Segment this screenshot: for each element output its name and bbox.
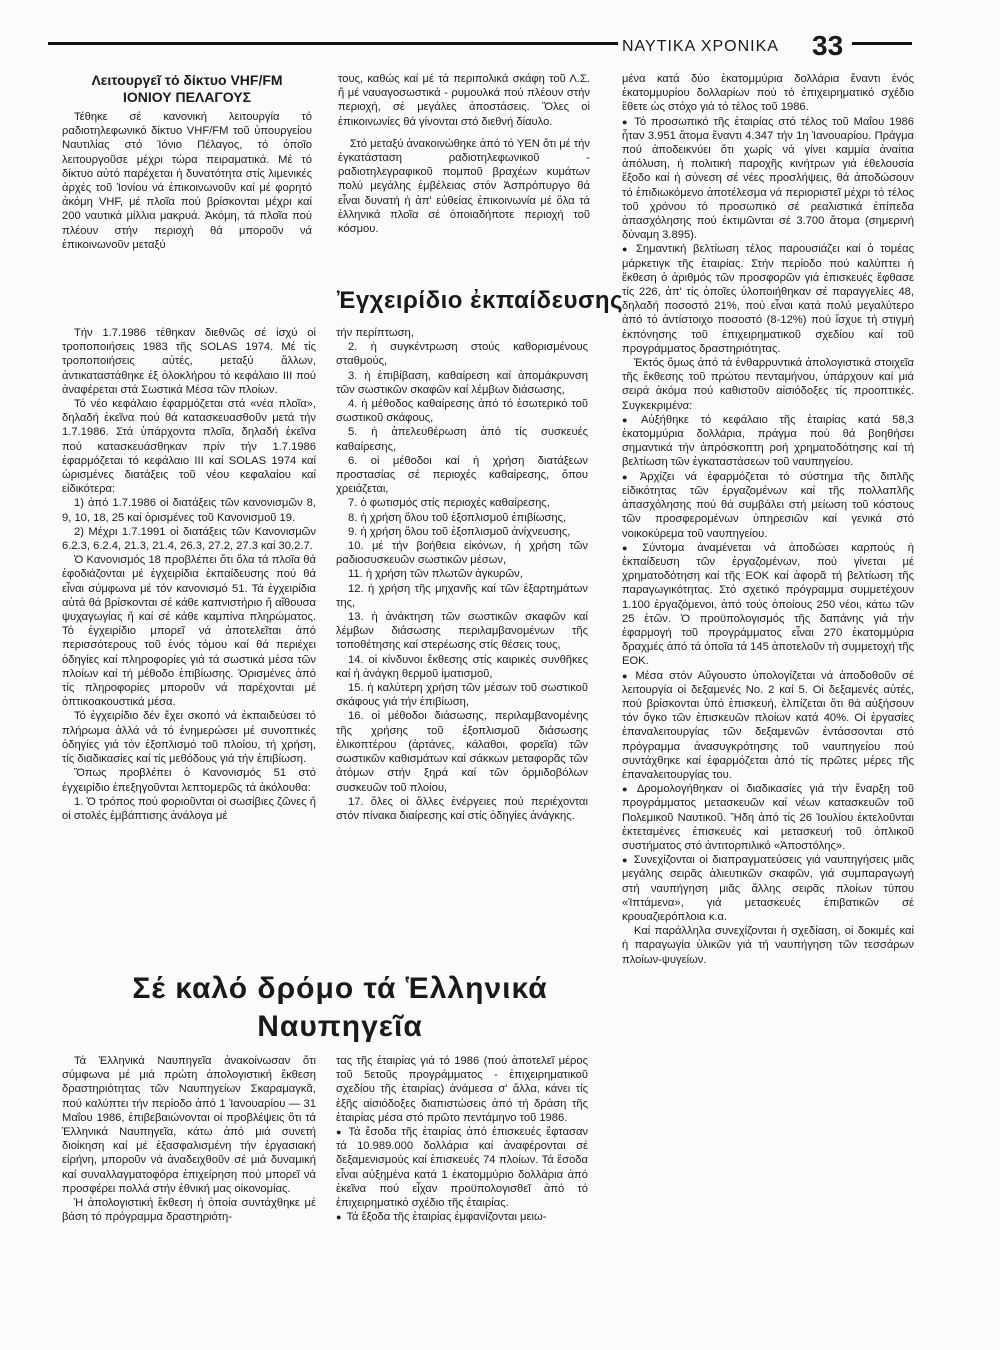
shipyards-bullet: ● Συνεχίζονται οἱ διαπραγματεύσεις γιά ναυπηγήσεις μιᾶς μεγάλης σειρᾶς ἁλιευτικῶν σκαφῶν, γιά συμπαραγωγή στή ναυπήγηση μιᾶς ἄλλης σειρᾶς πλοίων τύπου «Ἱπτάμενα», γιά μετασκευές ἐπιβατικῶν σέ κρουαζιερόπλοια κ.α. bbox=[622, 853, 914, 924]
vhf-title-line2: ΙΟΝΙΟΥ ΠΕΛΑΓΟΥΣ bbox=[122, 89, 252, 105]
shipyards-paragraph: Καί παράλληλα συνεχίζονται ἡ σχεδίαση, οἱ δοκιμές καί ἡ παραγωγία ὑλικῶν γιά τή ναυπήγηση τῶν τεσσάρων πλοίων-ψυγείων. bbox=[622, 925, 914, 966]
manual-paragraph: Ὁ Κανονισμός 18 προβλέπει ὅτι ὅλα τά πλοῖα θά ἐφοδιάζονται μέ ἐγχειρίδια ἐκπαίδευσης πού θά εἶναι σύμφωνα μέ τόν κανονισμό 51. Τά ἐγχειρίδια αὐτά θά βρίσκονται σέ κάθε καπνιστήριο ἤ αἴθουσα ψυχαγωγίας ἤ καί σέ κάθε καμπίνα πληρώματος. Τό ἐγχειρίδιο μπορεῖ νά ἀποτελεῖται ἀπό περισσότερους τοῦ ἑνός τόμου καί θά περιέχει ὁδηγίες καί πληροφορίες γιά τά σωστικά μέσα τῶν πλοίων καί τή μέθοδο ἐπιβίωσης. Ὁρισμένες ἀπό τίς πληροφορίες μποροῦν νά παρέχονται μέ ὀπτικοακουστικά μέσα. bbox=[62, 554, 316, 709]
manual-article-title: Ἐγχειρίδιο ἐκπαίδευσης bbox=[336, 287, 623, 314]
shipyards-paragraph: Τά Ἑλληνικά Ναυπηγεῖα ἀνακοίνωσαν ὅτι σύμφωνα μέ μιά πρώτη ἀπολογιστική ἔκθεση δραστηριότητας τῶν Ναυπηγείων Σκαραμαγκᾶ, πού καλύπτει τήν περίοδο ἀπό 1 Ἰανουαρίου — 31 Μαΐου 1986, ἐπιβεβαιώνονται οἱ προβλέψεις ὅτι τά Ἑλληνικά Ναυπηγεῖα, κάτω ἀπό μιά συνετή διοίκηση καί μέ ἐξασφαλισμένη τήν ἐργασιακή εἰρήνη, μποροῦν νά ἀναδειχθοῦν σέ μιά δυναμική καί συναλλαγματοφόρα ἐπιχείρηση πού μπορεῖ νά προσφέρει πολλά στήν ἐθνική μας οἰκονομίας. bbox=[62, 1055, 316, 1195]
manual-paragraph: Ὅπως προβλέπει ὁ Κανονισμός 51 στό ἐγχειρίδιο ἐπεξηγοῦνται λεπτομερῶς τά ἀκόλουθα: bbox=[62, 767, 316, 794]
shipyards-bullet: ● Ἀρχίζει νά ἐφαρμόζεται τό σύστημα τῆς διπλῆς εἰδικότητας τῶν ἐργαζομένων καί τῆς πολλαπλῆς ἀπασχόλησης πού θά συμβάλει στή μείωση τοῦ κόστους τῶν προσφερομένων ὑπηρεσιῶν καί γενικά στό νοικοκύρεμα τοῦ ναυπηγείου. bbox=[622, 470, 914, 541]
manual-list-item: τήν περίπτωση, bbox=[336, 327, 414, 339]
shipyards-title-line2: Ναυπηγεῖα bbox=[257, 1010, 423, 1043]
magazine-name: ΝΑΥΤΙΚΑ ΧΡΟΝΙΚΑ bbox=[622, 38, 779, 55]
shipyards-column-3 bbox=[622, 72, 914, 967]
shipyards-paragraph: Ἡ ἀπολογιστική ἔκθεση ἡ ὁποία συντάχθηκε μέ βάση τό πρόγραμμα δραστηριότη- bbox=[62, 1197, 316, 1224]
manual-list-item: 2. ἡ συγκέντρωση στούς καθορισμένους σταθμούς, bbox=[336, 341, 588, 368]
page-number: 33 bbox=[812, 30, 844, 61]
manual-paragraph: 2) Μέχρι 1.7.1991 οἱ διατάξεις τῶν Κανονισμῶν 6.2.3, 6.2.4, 21.3, 21.4, 26.3, 27.2, 27.3 καί 30.2.7. bbox=[62, 525, 316, 553]
vhf-column-1 bbox=[62, 110, 312, 252]
manual-paragraph: Τό ἐγχειρίδιο δέν ἔχει σκοπό νά ἐκπαιδεύσει τό πλήρωμα ἀλλά νά τό ἐνημερώσει μέ συνοπτικές ὁδηγίες γιά τόν ἐξοπλισμό τοῦ πλοίου, τή χρήση, τίς διαδικασίες καί τίς μεθόδους γιά τήν ἐπιβίωση. bbox=[62, 710, 316, 766]
manual-paragraph: Τό νέο κεφάλαιο ἐφαρμόζεται στά «νέα πλοῖα», δηλαδή ἐκεῖνα πού θά κατασκευασθοῦν μετά τήν 1.7.1986. Στά ὑπάρχοντα πλοῖα, δηλαδή ἐκεῖνα πού κατασκευάσθηκαν πρίν τήν 1.7.1986 ἐφαρμόζεται τό κεφάλαιο III καί SOLAS 1974 καί ὡρισμένες διατάξεις τοῦ νέου κεφαλαίου καί εἰδικότερα: bbox=[62, 398, 316, 496]
manual-list-item: 6. οἱ μέθοδοι καί ἡ χρήση διατάξεων προστασίας σέ περιοχές καθαίρεσης, ὅπου χρειάζεται, bbox=[336, 454, 588, 496]
manual-list-item: 7. ὁ φωτισμός στίς περιοχές καθαίρεσης, bbox=[348, 497, 550, 510]
shipyards-bullet: ● Σύντομα ἀναμένεται νά ἀποδώσει καρπούς ἡ ἐκπαίδευση τῶν ἐργαζομένων, πού γίνεται μέ χρηματοδότηση καί τῆς ΕΟΚ καί ἀφορᾶ τή βελτίωση τῆς παραγωγικότητας. Στό σχετικό πρόγραμμα συμμετέχουν 1.100 ἐργαζόμενοι, ἀπό τούς ὁποίους 250 νέοι, κάτω τῶν 25 ἐτῶν. Ὁ προϋπολογισμός τῆς δαπάνης γιά τήν ἐφαρμογή τοῦ προγράμματος εἶναι 270 ἑκατομμύρια δραχμές ἀπό τά ὁποῖα τά 145 ἀποτελοῦν τή συμμετοχή τῆς ΕΟΚ. bbox=[622, 541, 914, 669]
manual-list-item: 8. ἡ χρήση ὅλου τοῦ ἐξοπλισμοῦ ἐπιβίωσης, bbox=[348, 511, 567, 524]
manual-column-2 bbox=[336, 326, 588, 823]
manual-list-item: 9. ἡ χρήση ὅλου τοῦ ἐξοπλισμοῦ ἀνίχνευσης, bbox=[348, 525, 571, 538]
manual-list-item: 5. ἡ ἀπελευθέρωση ἀπό τίς συσκευές καθαίρεσης, bbox=[336, 426, 588, 453]
shipyards-article-title bbox=[60, 970, 620, 1046]
shipyards-column-1 bbox=[62, 1054, 316, 1224]
manual-paragraph: 1. Ὁ τρόπος πού φοριοῦνται οἱ σωσίβιες ζῶνες ἤ οἱ στολές ἐμβάπτισης ἀνάλογα μέ bbox=[62, 795, 316, 822]
vhf-article-title bbox=[62, 72, 312, 106]
manual-list-item: 10. μέ τήν βοήθεια εἰκόνων, ἡ χρήση τῶν ραδιοσυσκευῶν σωστικῶν μέσων, bbox=[336, 540, 588, 567]
manual-paragraph: 1) ἀπό 1.7.1986 οἱ διατάξεις τῶν κανονισμῶν 8, 9, 10, 18, 25 καί ὁρισμένες τοῦ Κανονισμοῦ 19. bbox=[62, 497, 316, 524]
shipyards-column-2 bbox=[336, 1054, 588, 1224]
shipyards-bullet: ● Τά ἔξοδα τῆς ἑταιρίας ἐμφανίζονται μειω- bbox=[336, 1210, 588, 1224]
manual-column-1 bbox=[62, 326, 316, 823]
shipyards-bullet: ● Δρομολογήθηκαν οἱ διαδικασίες γιά τήν ἔναρξη τοῦ προγράμματος μετασκευῶν καί νέων κατασκευῶν τοῦ Πολεμικοῦ Ναυτικοῦ. Ἤδη ἀπό τίς 26 Ἰουλίου ἐκτελοῦνται ἐκτεταμένες ἐπισκευές καί μετασκευή τοῦ ὁπλικοῦ συστήματος στό ἀντιτορπιλικό «Ἀποστόλης». bbox=[622, 782, 914, 853]
manual-list-item: 4. ἡ μέθοδος καθαίρεσης ἀπό τό ἐσωτερικό τοῦ σωστικοῦ σκάφους, bbox=[336, 398, 588, 425]
shipyards-title-line1: Σέ καλό δρόμο τά Ἑλληνικά bbox=[132, 972, 548, 1005]
vhf-paragraph: τους, καθώς καί μέ τά περιπολικά σκάφη τοῦ Λ.Σ. ἤ μέ ναυαγοσωστικά - ρυμουλκά πού πλέουν στήν περιοχή, σέ μεγάλες ἀποστάσεις. Ὅλες οἱ ἐπικοινωνίες θά γίνονται στό διεθνή δίαυλο. bbox=[338, 73, 590, 128]
shipyards-paragraph: τας τῆς ἑταιρίας γιά τό 1986 (πού ἀποτελεῖ μέρος τοῦ 5ετοῦς προγράμματος - ἐπιχειρηματικοῦ σχεδίου τῆς ἑταιρίας) ἀνάμεσα σ' ἄλλα, κάνει τίς ἐξῆς αἰσιόδοξες διαπιστώσεις ἀπό τή δράση τῆς ἑταιρίας μέσα στό πρῶτο πεντάμηνο τοῦ 1986. bbox=[336, 1055, 588, 1124]
shipyards-bullet: ● Τά ἔσοδα τῆς ἑταιρίας ἀπό ἐπισκευές ἔφτασαν τά 10.989.000 δολλάρια καί ἀναφέρονται σέ δεξαμενισμούς καί ἐπισκευές 74 πλοίων. Τά ἔσοδα εἶναι αὐξημένα κατά 1 ἑκατομμύριο δολλάρια ἀπό ἐκεῖνα πού εἶχαν προϋπολογισθεῖ ἀπό τό ἐπιχειρηματικό σχέδιο τῆς ἑταιρίας. bbox=[336, 1125, 588, 1210]
vhf-paragraph: Τέθηκε σέ κανονική λειτουργία τό ραδιοτηλεφωνικό δίκτυο VHF/FM τοῦ ὑπουργείου Ναυτιλίας στό Ἰόνιο Πέλαγος, τό ὁποῖο λειτουργοῦσε μέχρι τώρα πειραματικά. Μέ τό δίκτυο αὐτό παρέχεται ἡ δυνατότητα στίς λιμενικές ἀρχές τοῦ Ἰονίου νά ἐπικοινωνοῦν καί μέ φορητό ἀκόμη VHF, μέ πλοῖα πού βρίσκονται μέχρι καί 200 ναυτικά μίλλια μακρυά. Ἀκόμη, τά πλοῖα πού πλέουν στήν περιοχή θά μποροῦν νά ἐπικοινωνοῦν μεταξύ bbox=[62, 111, 312, 251]
manual-list-item: 17. ὅλες οἱ ἄλλες ἐνέργειες πού περιέχονται στόν πίνακα διαίρεσης καί στίς ὁδηγίες ἀνάγκης. bbox=[336, 795, 588, 822]
vhf-title-line1: Λειτουργεῖ τό δίκτυο VHF/FM bbox=[91, 72, 283, 88]
shipyards-bullet: ● Τό προσωπικό τῆς ἑταιρίας στό τέλος τοῦ Μαΐου 1986 ἦταν 3.951 ἄτομα ἔναντι 4.347 τήν 1η Ἰανουαρίου. Πράγμα πού ἀποδεικνύει ὅτι χωρίς νά γίνει καμμία ἀναίτια ἀπόλυση, ἡ πολιτική παροχῆς κινήτρων γιά ἐθελουσία ἔξοδο καί ἡ σύνεση σέ νέες προσλήψεις, θά ἀποδώσουν τό ἐπιδιωκόμενο ἀποτέλεσμα νά περιοριστεῖ μέχρι τό τέλος τοῦ χρόνου τό προσωπικό σέ ρεαλιστικά ἐπίπεδα ἀπασχόλησης πού ἐκτιμῶνται σέ 3.700 ἄτομα (σημερινή δύναμη 3.895). bbox=[622, 115, 914, 243]
manual-list-item: 14. οἱ κίνδυνοι ἔκθεσης στίς καιρικές συνθῆκες καί ἡ ἀνάγκη θερμοῦ ἱματισμοῦ, bbox=[336, 653, 588, 680]
header-rule-right bbox=[852, 42, 912, 45]
shipyards-paragraph: Ἐκτός ὅμως ἀπό τά ἐνθαρρυντικά ἀπολογιστικά στοιχεῖα τῆς ἔκθεσης τοῦ πρώτου πενταμήνου, ὑπάρχουν καί μιά σειρά ἀκόμα πού καθιστοῦν αἰσιόδοξες τίς προοπτικές. Συγκεκριμένα: bbox=[622, 357, 914, 412]
manual-list-item: 11. ἡ χρήση τῶν πλωτῶν ἀγκυρῶν, bbox=[348, 568, 523, 581]
manual-paragraph: Τήν 1.7.1986 τέθηκαν διεθνῶς σέ ἰσχύ οἱ τροποποιήσεις 1983 τῆς SOLAS 1974. Μέ τίς τροποποιήσεις αὐτές, μεταξύ ἄλλων, ἀντικαταστάθηκε ἐξ ὁλοκλήρου τό κεφάλαιο III πού ἀναφέρεται στά Σωστικά Μέσα τῶν πλοίων. bbox=[62, 327, 316, 396]
manual-list-item: 16. οἱ μέθοδοι διάσωσης, περιλαμβανομένης τῆς χρήσης τοῦ ἐξοπλισμοῦ διάσωσης ἑλικοπτέρου (ἀρτάνες, κάλαθοι, φορεῖα) τῶν σωστικῶν καθισμάτων καί σάκκων μεταφορᾶς τῶν ἀτόμων στήν ξηρά καί τῶν ὁρμιδοβόλων συσκευῶν τοῦ πλοίου, bbox=[336, 710, 588, 794]
manual-list-item: 15. ἡ καλύτερη χρήση τῶν μέσων τοῦ σωστικοῦ σκάφους γιά τήν ἐπιβίωση, bbox=[336, 682, 588, 709]
shipyards-bullet: ● Σημαντική βελτίωση τέλος παρουσιάζει καί ὁ τομέας μάρκετιγκ τῆς ἑταιρίας. Στήν περίοδο πού καλύπτει ἡ ἔκθεση ὁ ἀριθμός τῶν προσφορῶν γιά ἐπισκευές ἔφθασε τίς 226, ἀπ' τίς ὁποῖες ὑλοποιήθηκαν σέ παραγγελίες 48, δηλαδή ποσοστό 21%, πού εἶναι κατά πολύ μεγαλύτερο ἀπό τό ἀντίστοιχο ποσοστό (8-12%) πού ἴσχυε τή στιγμή ἐκπόνησης τοῦ ἐπιχειρηματικοῦ σχεδίου καί τοῦ προγράμματος δραστηριότητας. bbox=[622, 242, 914, 356]
shipyards-paragraph: μένα κατά δύο ἑκατομμύρια δολλάρια ἔναντι ἑνός ἑκατομμυρίου δολλαρίων πού τό ἐπιχειρηματικό σχέδιο ἔθετε ὡς στόχο γιά τό τέλος τοῦ 1986. bbox=[622, 73, 914, 114]
vhf-column-2 bbox=[338, 72, 590, 236]
shipyards-bullet: ● Μέσα στόν Αὔγουστο ὑπολογίζεται νά ἀποδοθοῦν σέ λειτουργία οἱ δεξαμενές No. 2 καί 5. Οἱ δεξαμενές αὐτές, πού βρίσκονται ὑπό ἐπισκευή, ἐλπίζεται ὅτι θά αὐξήσουν τόν ὄγκο τῶν ἐπισκευῶν πλοίων κατά 40%. Οἱ ἐργασίες ἐπαναλειτουργίας τῶν δεξαμενῶν ἐντάσσονται στό πρόγραμμα ἀνασυγκρότησης τοῦ ναυπηγείου πού συντάχθηκε καί ἐφαρμόζεται ἀπό τίς πρῶτες μέρες τῆς ἐπαναλειτουργίας του. bbox=[622, 669, 914, 783]
shipyards-bullet: ● Αὐξήθηκε τό κεφάλαιο τῆς ἑταιρίας κατά 58,3 ἑκατομμύρια δολλάρια, πράγμα πού θά βοηθήσει σημαντικά τήν ἀπρόσκοπτη ροή χρηματοδότησης καί τή βελτίωση τῶν ἐγκαταστάσεων τοῦ ναυπηγείου. bbox=[622, 413, 914, 470]
manual-list-item: 13. ἡ ἀνάκτηση τῶν σωστικῶν σκαφῶν καί λέμβων διάσωσης περιλαμβανομένων τῆς τοποθέτησης καί στερέωσης στίς θέσεις τους, bbox=[336, 611, 588, 652]
vhf-paragraph: Στό μεταξύ ἀνακοινώθηκε ἀπό τό ΥΕΝ ὅτι μέ τήν ἐγκατάσταση ραδιοτηλεφωνικοῦ - ραδιοτηλεγραφικοῦ πομποῦ βραχέων κυμάτων πολύ μεγάλης ἐμβέλειας στόν Ἀσπρόπυργο θά εἶναι δυνατή ἡ ἀπ' εὐθείας ἐπικοινωνία μέ ὅλα τά ἑλληνικά πλοῖα σέ ὁποιαδήποτε περιοχή τοῦ κόσμου. bbox=[338, 137, 590, 236]
manual-list-item: 3. ἡ ἐπιβίβαση, καθαίρεση καί ἀπομάκρυνση τῶν σωστικῶν σκαφῶν καί λέμβων διάσωσης, bbox=[336, 369, 588, 396]
manual-list-item: 12. ἡ χρήση τῆς μηχανῆς καί τῶν ἐξαρτημάτων της, bbox=[336, 582, 588, 609]
header-rule-left bbox=[48, 42, 618, 45]
